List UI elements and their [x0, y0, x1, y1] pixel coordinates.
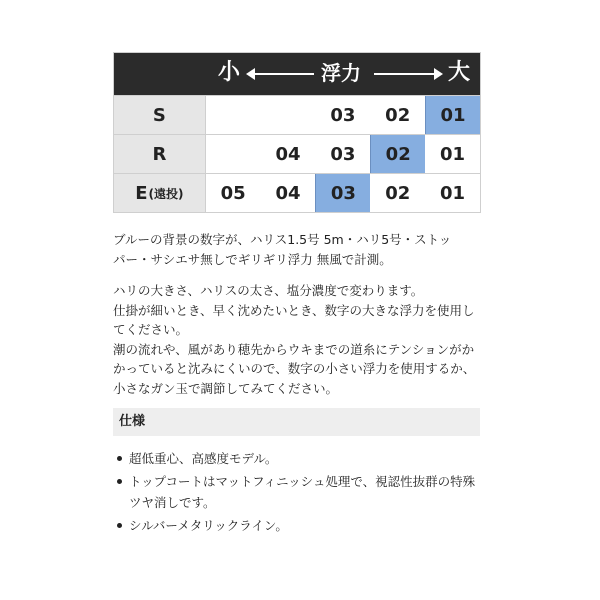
- text-line: ハリの大きさ、ハリスの太さ、塩分濃度で変わります。: [113, 283, 424, 298]
- arrow-right-icon: [434, 68, 443, 80]
- header-big-label: 大: [448, 60, 471, 85]
- description-paragraph-1: [113, 230, 485, 269]
- table-cell: [206, 135, 261, 173]
- table-cell: 02: [385, 104, 411, 126]
- row-label: [114, 96, 206, 134]
- table-cell: 01: [440, 182, 466, 204]
- spec-item: [113, 448, 493, 469]
- description-paragraph-2: [113, 281, 485, 398]
- table-cell: 02: [385, 182, 411, 204]
- arrow-right-line: [374, 73, 436, 75]
- row-label-text: S: [152, 104, 166, 126]
- table-cell: 01: [440, 143, 466, 165]
- spec-item: [113, 515, 493, 536]
- text-line: パー・サシエサ無しでギリギリ浮力 無風で計測。: [113, 251, 392, 267]
- header-buoyancy-label: 浮力: [321, 61, 361, 85]
- spec-item-text: 超低重心、高感度モデル。: [129, 451, 278, 466]
- spec-item-text: シルバーメタリックライン。: [129, 518, 288, 533]
- table-cell: 04: [275, 182, 301, 204]
- text-line: 仕掛が細いとき、早く沈めたいとき、数字の大きな浮力を使用し: [113, 302, 475, 318]
- table-header: [114, 53, 480, 95]
- text-line: てください。: [113, 322, 189, 337]
- text-line: かっていると沈みにくいので、数字の小さい浮力を使用するか、: [113, 361, 476, 376]
- table-cell: [206, 96, 261, 134]
- table-cell: [261, 96, 316, 134]
- table-row-r: [114, 134, 480, 173]
- text-line: 潮の流れや、風があり穂先からウキまでの道糸にテンションがか: [113, 341, 475, 357]
- table-cell: 05: [220, 182, 246, 204]
- table-row-e: [114, 173, 480, 212]
- spec-item-text: トップコートはマットフィニッシュ処理で、視認性抜群の特殊: [129, 474, 476, 489]
- bullet-icon: [117, 523, 122, 528]
- table-cell: 03: [330, 143, 356, 165]
- arrow-left-line: [254, 73, 314, 75]
- table-cell: 03: [315, 174, 370, 212]
- spec-section-title: 仕様: [113, 408, 480, 436]
- row-label-sub: (遠投): [148, 186, 184, 201]
- row-label: [114, 135, 206, 173]
- buoyancy-table: [113, 52, 481, 213]
- table-cell: 01: [425, 96, 480, 134]
- text-line: 小さなガン玉で調節してみてください。: [113, 380, 339, 396]
- table-cell: 03: [330, 104, 356, 126]
- table-row-s: [114, 95, 480, 134]
- table-cell: 02: [370, 135, 425, 173]
- spec-list: [113, 448, 493, 538]
- bullet-icon: [117, 456, 122, 461]
- spec-item-text: ツヤ消しです。: [129, 495, 216, 510]
- row-label-text: R: [152, 143, 167, 165]
- row-label: [114, 174, 206, 212]
- header-small-label: 小: [218, 60, 241, 85]
- table-cell: 04: [275, 143, 301, 165]
- text-line: ブルーの背景の数字が、ハリス1.5号 5m・ハリ5号・ストッ: [113, 232, 452, 247]
- bullet-icon: [117, 479, 122, 484]
- spec-item: [113, 471, 493, 513]
- row-label-text: E: [135, 182, 148, 204]
